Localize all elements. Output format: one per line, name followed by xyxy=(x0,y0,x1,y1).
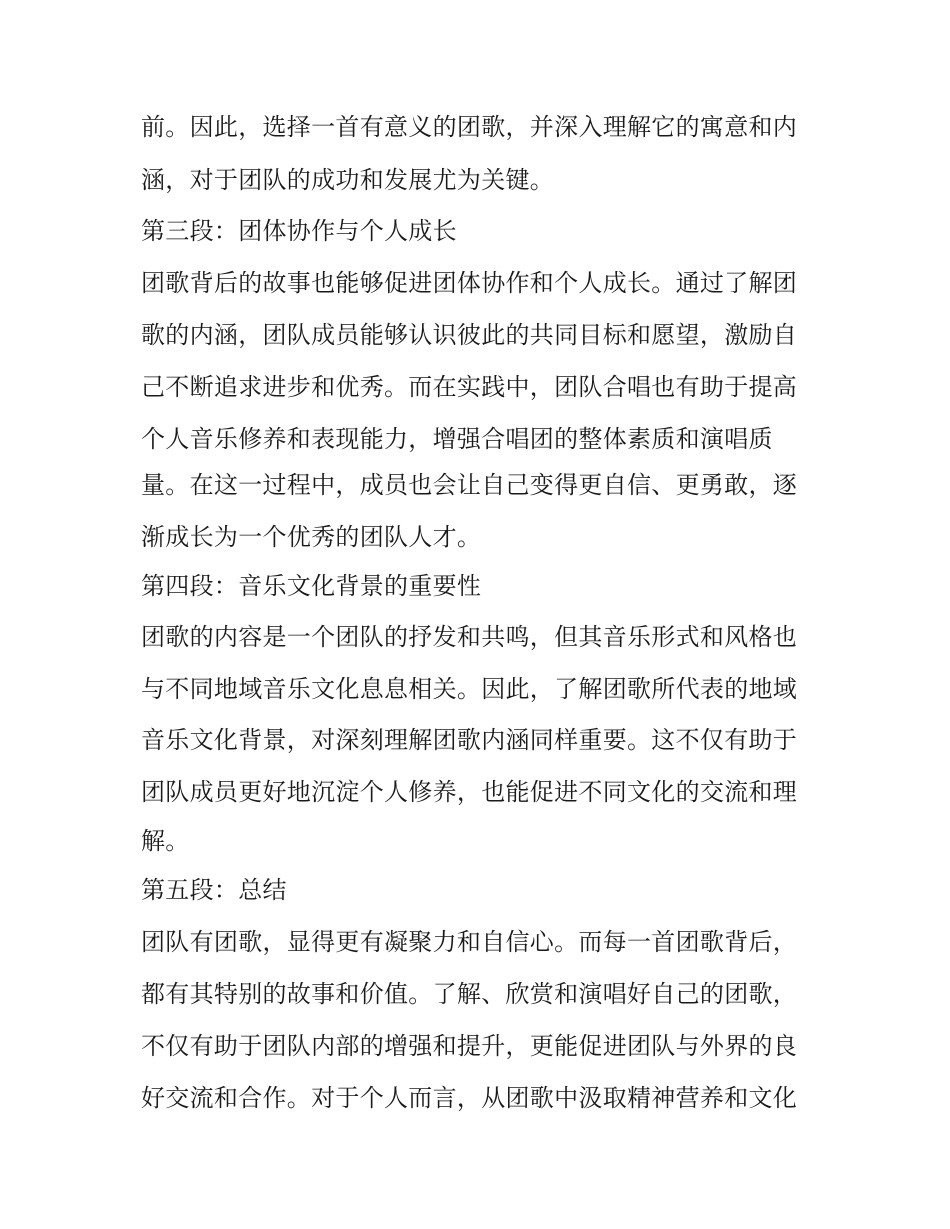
paragraph-line: 团队成员更好地沉淀个人修养，也能促进不同文化的交流和理 xyxy=(141,778,798,806)
paragraph-line: 好交流和合作。对于个人而言，从团歌中汲取精神营养和文化 xyxy=(141,1084,798,1112)
section-heading: 第三段：团体协作与个人成长 xyxy=(141,217,457,245)
paragraph-line: 团歌的内容是一个团队的抒发和共鸣，但其音乐形式和风格也 xyxy=(141,623,798,651)
paragraph-line: 团队有团歌，显得更有凝聚力和自信心。而每一首团歌背后， xyxy=(141,928,798,956)
paragraph-line: 音乐文化背景，对深刻理解团歌内涵同样重要。这不仅有助于 xyxy=(141,726,798,754)
paragraph-line: 与不同地域音乐文化息息相关。因此，了解团歌所代表的地域 xyxy=(141,675,798,703)
section-heading: 第五段：总结 xyxy=(141,876,287,904)
paragraph-line: 解。 xyxy=(141,827,190,855)
paragraph-line: 都有其特别的故事和价值。了解、欣赏和演唱好自己的团歌， xyxy=(141,980,798,1008)
paragraph-line: 前。因此，选择一首有意义的团歌，并深入理解它的寓意和内 xyxy=(141,113,798,141)
paragraph-line: 个人音乐修养和表现能力，增强合唱团的整体素质和演唱质 xyxy=(141,425,773,453)
paragraph-line: 量。在这一过程中，成员也会让自己变得更自信、更勇敢，逐 xyxy=(141,471,798,499)
paragraph-line: 渐成长为一个优秀的团队人才。 xyxy=(141,523,482,551)
paragraph-line: 团歌背后的故事也能够促进团体协作和个人成长。通过了解团 xyxy=(141,269,798,297)
section-heading: 第四段：音乐文化背景的重要性 xyxy=(141,572,482,600)
paragraph-line: 不仅有助于团队内部的增强和提升，更能促进团队与外界的良 xyxy=(141,1032,798,1060)
paragraph-line: 己不断追求进步和优秀。而在实践中，团队合唱也有助于提高 xyxy=(141,373,798,401)
paragraph-line: 涵，对于团队的成功和发展尤为关键。 xyxy=(141,166,555,194)
paragraph-line: 歌的内涵，团队成员能够认识彼此的共同目标和愿望，激励自 xyxy=(141,321,798,349)
